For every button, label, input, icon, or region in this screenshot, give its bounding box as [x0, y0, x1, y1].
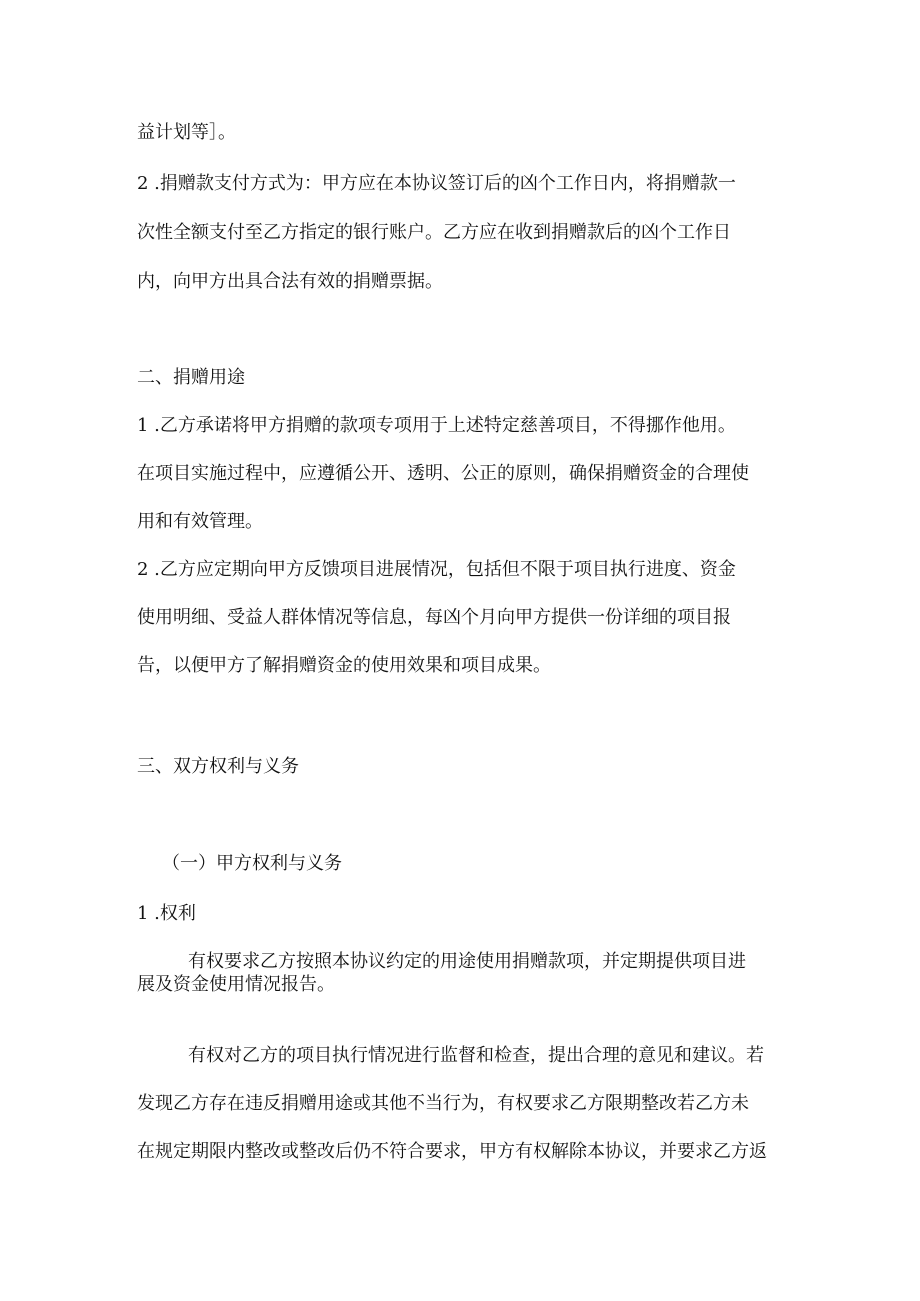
text-line: 1 .乙方承诺将甲方捐赠的款项专项用于上述特定慈善项目，不得挪作他用。 — [137, 415, 736, 436]
text-line: 次性全额支付至乙方指定的银行账户。乙方应在收到捐赠款后的凶个工作日 — [137, 222, 731, 243]
item-heading: 1 .权利 — [137, 903, 196, 924]
text-line: 2 .捐赠款支付方式为：甲方应在本协议签订后的凶个工作日内，将捐赠款一 — [137, 173, 736, 194]
text-line: 发现乙方存在违反捐赠用途或其他不当行为，有权要求乙方限期整改若乙方未 — [137, 1093, 749, 1114]
text-line: 有权对乙方的项目执行情况进行监督和检查，提出合理的意见和建议。若 — [188, 1045, 764, 1066]
text-line: 在规定期限内整改或整改后仍不符合要求，甲方有权解除本协议，并要求乙方返 — [137, 1141, 767, 1162]
section-heading: 三、双方权利与义务 — [137, 756, 299, 777]
text-line: 内，向甲方出具合法有效的捐赠票据。 — [137, 271, 443, 292]
text-line: 展及资金使用情况报告。 — [137, 974, 335, 995]
text-line: 使用明细、受益人群体情况等信息，每凶个月向甲方提供一份详细的项目报 — [137, 607, 731, 628]
text-line: 用和有效管理。 — [137, 511, 263, 532]
text-line: 有权要求乙方按照本协议约定的用途使用捐赠款项，并定期提供项目进 — [188, 951, 746, 972]
section-heading: 二、捐赠用途 — [137, 367, 245, 388]
text-line: 告，以便甲方了解捐赠资金的使用效果和项目成果。 — [137, 655, 551, 676]
text-line: 在项目实施过程中，应遵循公开、透明、公正的原则，确保捐赠资金的合理使 — [137, 463, 749, 484]
subsection-heading: （一）甲方权利与义务 — [162, 853, 342, 874]
text-line: 益计划等］。 — [137, 122, 236, 143]
text-line: 2 .乙方应定期向甲方反馈项目进展情况，包括但不限于项目执行进度、资金 — [137, 559, 736, 580]
